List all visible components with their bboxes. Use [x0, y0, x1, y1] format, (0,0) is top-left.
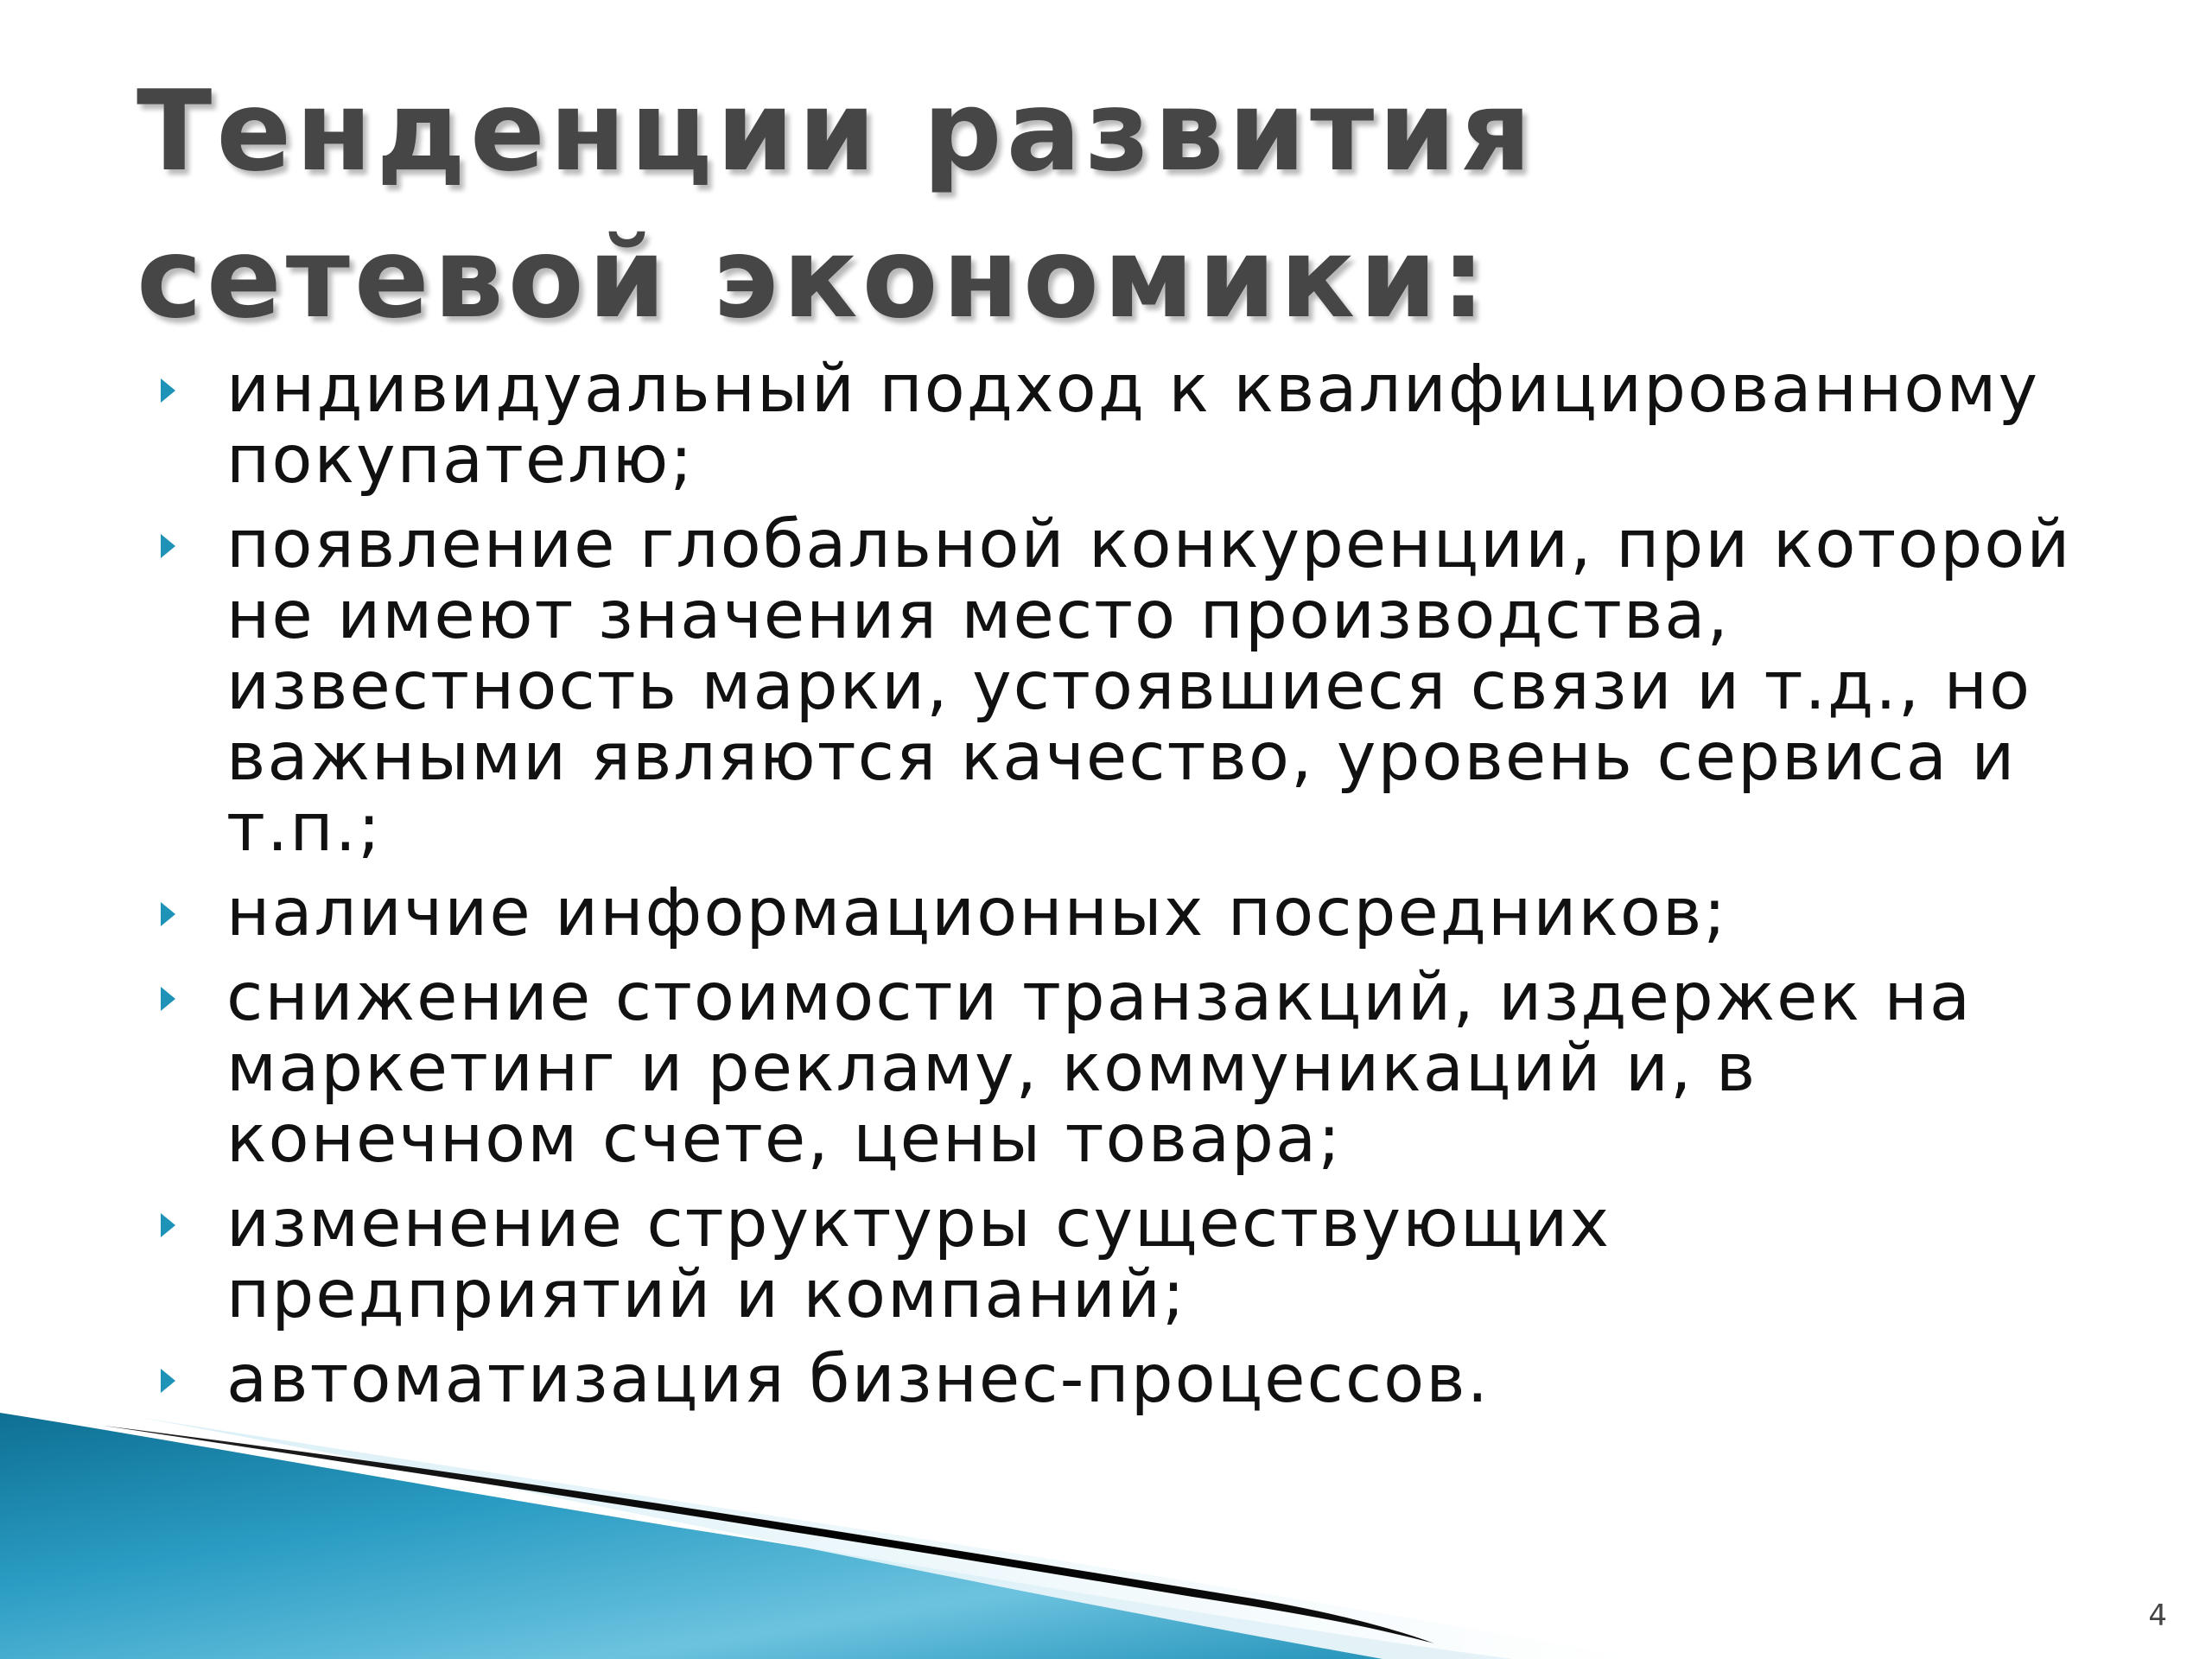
decorative-swoosh [0, 1365, 2212, 1659]
bullet-item [156, 959, 2091, 1178]
triangle-right-icon [161, 902, 175, 926]
triangle-right-icon [161, 534, 175, 558]
bullet-text: автоматизация бизнес-процессов. [226, 1341, 1491, 1418]
triangle-right-icon [161, 1213, 175, 1237]
bullet-item [156, 351, 2091, 499]
slide-title: Тенденции развития сетевой экономики: [137, 67, 1536, 343]
bullet-text: изменение структуры существующих предприятий и компаний; [226, 1185, 1611, 1333]
bullet-text: появление глобальной конкуренции, при которой не имеют значения место производства, известность марки, устоявшиеся связи и т.д., но важными являются качество, уровень сервиса и т.п.; [226, 506, 2072, 867]
bullet-item [156, 874, 2091, 951]
triangle-right-icon [161, 378, 175, 403]
bullet-text: снижение стоимости транзакций, издержек на маркетинг и рекламу, коммуникаций и, в конечном счете, цены товара; [226, 959, 1973, 1178]
bullet-item [156, 506, 2091, 867]
bullet-item [156, 1185, 2091, 1333]
bullet-text: индивидуальный подход к квалифицированному покупателю; [226, 351, 2040, 499]
bullet-text: наличие информационных посредников; [226, 874, 1728, 951]
triangle-right-icon [161, 987, 175, 1011]
bullet-list [156, 351, 2091, 1429]
page-number: 4 [2148, 1599, 2167, 1633]
